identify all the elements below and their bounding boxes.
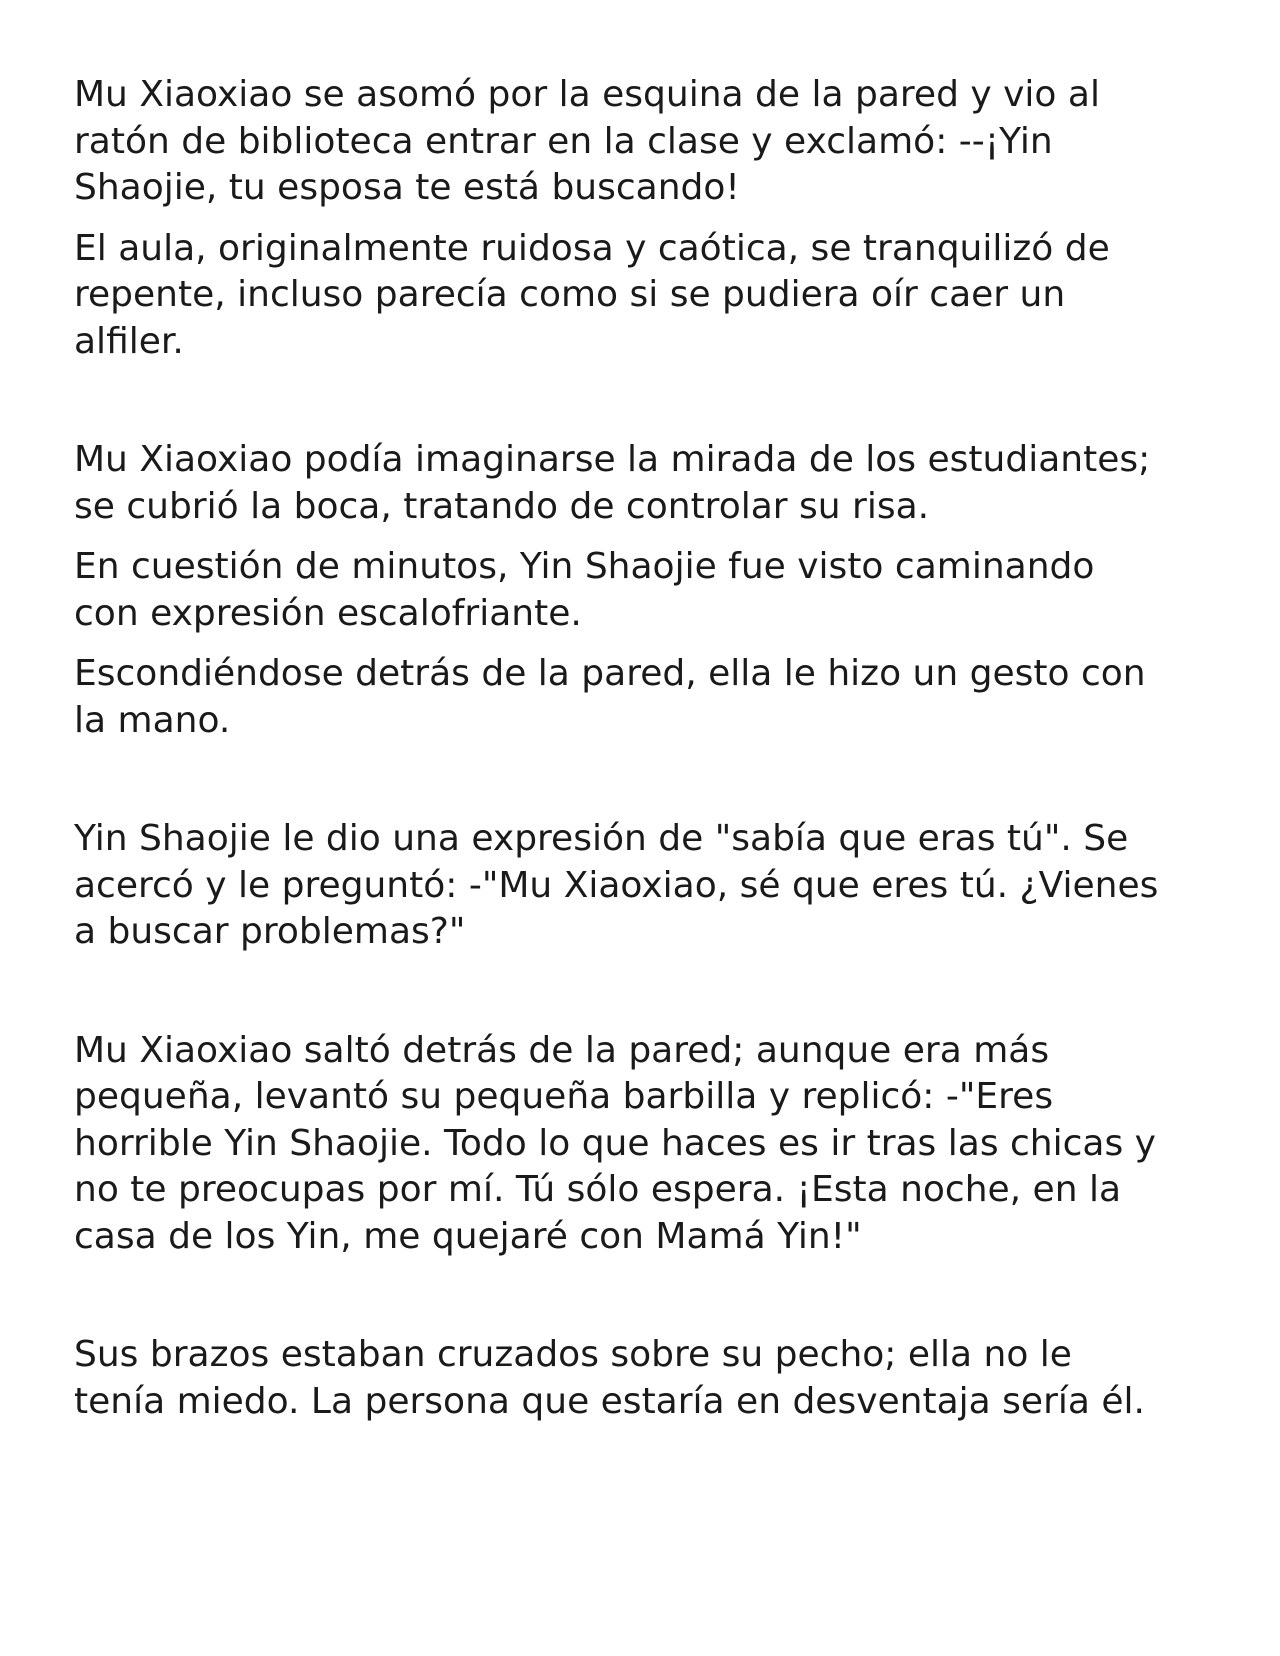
paragraph-2: El aula, originalmente ruidosa y caótica, se tranquilizó de repente, incluso parecía como si se pudiera oír caer un alfiler.	[74, 227, 1110, 362]
paragraph-3: Mu Xiaoxiao podía imaginarse la mirada de los estudiantes; se cubrió la boca, tratando de controlar su risa.	[74, 439, 1151, 527]
paragraph-1: Mu Xiaoxiao se asomó por la esquina de la pared y vio al ratón de biblioteca entrar en la clase y exclamó: --¡Yin Shaojie, tu esposa te está buscando!	[74, 74, 1100, 208]
paragraph-7: Mu Xiaoxiao saltó detrás de la pared; aunque era más pequeña, levantó su pequeña barbilla y replicó: -"Eres horrible Yin Shaojie. Todo lo que haces es ir tras las chicas y no te preocupas por mí. Tú sólo espera. ¡Esta noche, en la casa de los Yin, me quejaré con Mamá Yin!"	[74, 1029, 1156, 1257]
document-page	[74, 72, 1224, 1425]
paragraph-5: Escondiéndose detrás de la pared, ella le hizo un gesto con la mano.	[74, 653, 1146, 741]
paragraph-4: En cuestión de minutos, Yin Shaojie fue visto caminando con expresión escalofriante.	[74, 546, 1095, 634]
paragraph-8: Sus brazos estaban cruzados sobre su pecho; ella no le tenía miedo. La persona que estaría en desventaja sería él.	[74, 1334, 1145, 1422]
paragraph-6: Yin Shaojie le dio una expresión de "sabía que eras tú". Se acercó y le preguntó: -"Mu Xiaoxiao, sé que eres tú. ¿Vienes a buscar problemas?"	[74, 818, 1159, 952]
